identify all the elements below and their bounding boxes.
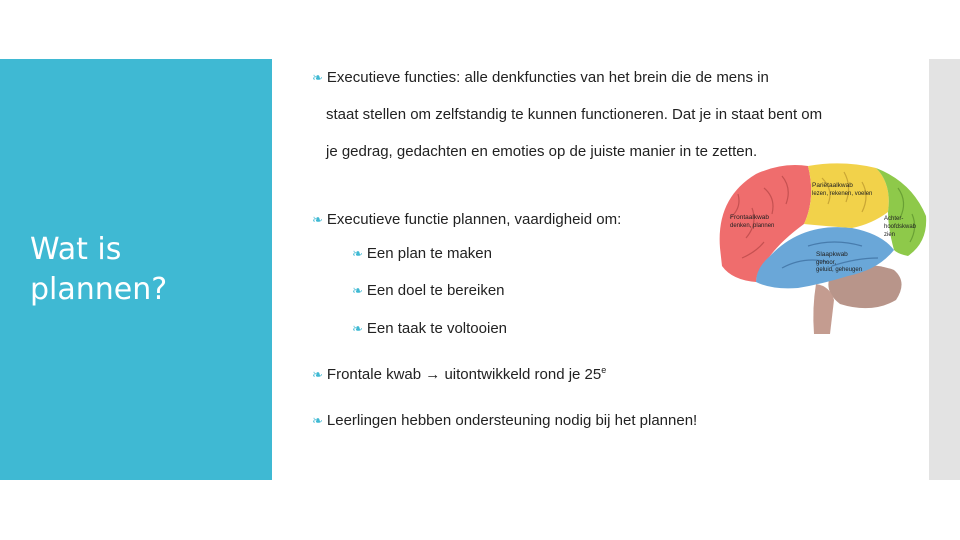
- bullet-icon: ❧: [352, 283, 363, 298]
- sub-bullet-text: Een taak te voltooien: [366, 320, 508, 337]
- brain-illustration: [712, 158, 940, 336]
- bullet-text-continued: staat stellen om zelfstandig te kunnen functioneren. Dat je in staat bent om je gedrag, gedachten en emoties op de juiste manier in te zetten.: [326, 106, 823, 160]
- bullet-text: Executieve functies: alle denkfuncties van het brein die de mens in: [326, 69, 769, 86]
- bullet-students-support: [312, 402, 812, 439]
- bullet-frontal-lobe: [312, 356, 812, 393]
- bullet-icon: ❧: [312, 212, 323, 227]
- bullet-executive-functions: [312, 59, 832, 170]
- bullet-icon: ❧: [312, 70, 323, 85]
- parietal-label-1: Pariëtaalkwab: [812, 182, 853, 189]
- sub-bullet-text: Een doel te bereiken: [366, 282, 505, 299]
- bullet-text: Frontale kwab: [326, 366, 422, 383]
- occipital-label-2: hoofdskwab: [884, 224, 917, 230]
- superscript: e: [601, 365, 607, 375]
- slide-title: Wat is plannen?: [30, 232, 168, 307]
- sub-bullet-plan: [352, 235, 492, 272]
- bullet-text: Executieve functie plannen, vaardigheid om:: [326, 211, 622, 228]
- arrow-right-icon: →: [425, 366, 441, 383]
- temporal-label-3: geluid, geheugen: [816, 267, 863, 273]
- occipital-label-3: zien: [884, 232, 896, 238]
- bullet-icon: ❧: [312, 413, 323, 428]
- sub-bullet-goal: [352, 272, 505, 309]
- parietal-label-2: lezen, rekenen, voelen: [812, 191, 873, 197]
- occipital-label-1: Achter-: [884, 216, 904, 222]
- sub-bullet-text: Een plan te maken: [366, 245, 492, 262]
- bullet-icon: ❧: [312, 367, 323, 382]
- bullet-text-after-arrow: uitontwikkeld rond je 25: [440, 366, 602, 383]
- frontal-label-2: denken, plannen: [730, 223, 775, 229]
- bullet-planning-skill: [312, 201, 692, 238]
- bullet-icon: ❧: [352, 321, 363, 336]
- temporal-label-2: gehoor,: [816, 260, 837, 266]
- bullet-text: Leerlingen hebben ondersteuning nodig bij het plannen!: [326, 412, 698, 429]
- frontal-label-1: Frontaalkwab: [730, 214, 770, 221]
- bullet-icon: ❧: [352, 246, 363, 261]
- sub-bullet-task: [352, 310, 507, 347]
- temporal-label-1: Slaapkwab: [816, 251, 848, 258]
